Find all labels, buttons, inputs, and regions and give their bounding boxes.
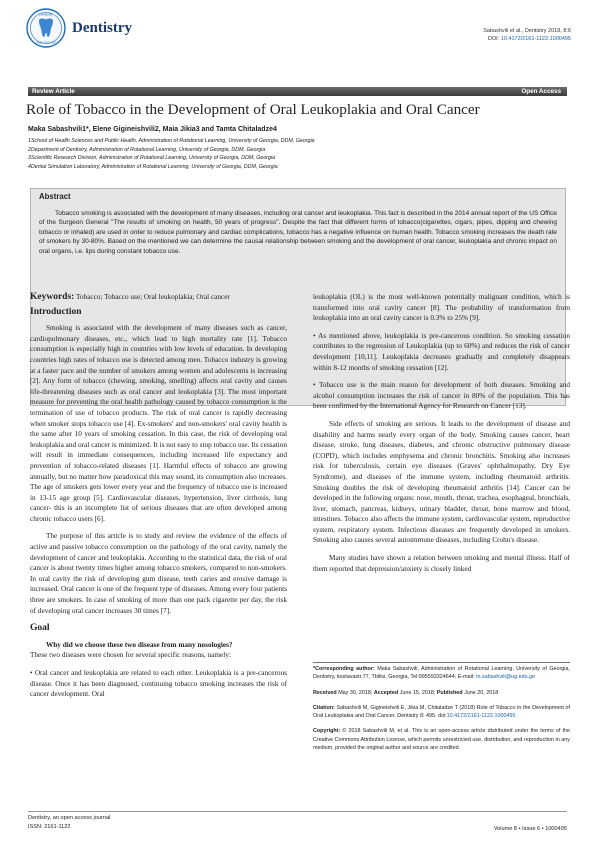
goal-question: Why did we choose these two disease from many nosologies? [46, 640, 233, 649]
right-paragraph-3: Many studies have shown a relation between smoking and mental illness. Half of them reported that depression/anxiety is closely linked [313, 554, 570, 573]
affiliation-4: 4Dental Simulation Laboratory, Administration of Rotational Learning, University of Georgia, DDM, Georgia [28, 164, 278, 171]
footer-journal-line: Dentistry, an open access journal [28, 815, 111, 821]
affiliation-3: 3Scientific Research Division, Administration of Rotational Learning, University of Georgia, DDM, Georgia [28, 155, 276, 162]
dates-note: Received May 30, 2018; Accepted June 15, 2018; Published June 20, 2018 [313, 689, 499, 696]
keywords-label: Keywords: [30, 292, 75, 302]
affiliation-1: 1School of Health Sciences and Public Health, Administration of Rotational Learning, University of Georgia, DDM, Georgia [28, 138, 315, 144]
intro-paragraph-2: The purpose of this article is to study and review the evidence of the effects of active and passive tobacco consumption on the pathology of the oral cavity, namely the development of cancer and leukoplakia. According to the statistical data, the risk of oral cancer is about twenty times higher among tobacco smokers, compared to non-smokers. In oral cavity the risk of developing gum disease, teeth caries and erosive damage is increased. Oral cancer is one of the frequent type of diseases. Among every four patients three are smokers. In case of smoking of more than one pack cigarette per day, the risk of developing oral cancer increases 30 times [7]. [30, 532, 287, 615]
article-type: Review Article [32, 88, 75, 95]
goal-bullet-3: • Tobacco use is the main reason for development of both diseases. Smoking and alcohol consumption increases the risk of cancer in 80% of the population. This has been confirmed by the International Agency for Research on Cancer [13]. [313, 381, 570, 411]
right-paragraph-2: Side effects of smoking are serious. It leads to the development of disease and disability and harms nearly every organ of the body. Smoking causes cancer, heart disease, stroke, lung diseases, diabetes, and chronic obstructive pulmonary disease (COPD), which includes emphysema and chronic bronchitis. Smoking also increases risk for tuberculosis, certain eye diseases (Graves' ophthalmopathy, Dry Eye Syndrome), and diseases of the immune system, including rheumatoid arthritis. Smoking doubles the risk of developing rheumatoid arthritis [14]. Cancer can be developed in the following organs: nose, mouth, throat, trachea, esophageal, bronchials, liver, stomach, pancreas, kidneys, urinary bladder, throat, bone marrow and blood, intestines. Tobacco also affects the immune system, cardiovascular system, reproductive system, respiratory system. Infectious diseases are frequently developed in smokers. Smoking also causes several autoimmune diseases, including Crohn's disease. [313, 419, 570, 545]
journal-logo [26, 8, 66, 48]
journal-name: Dentistry [72, 20, 132, 36]
left-column [30, 292, 287, 707]
svg-text:ISSN: 2161-1122: ISSN: 2161-1122 [36, 41, 56, 45]
citation-note: Citation: Sabashvili M, Gigineishvili E, Jikia M, Chitaladze T (2018) Role of Tobacco in the Development of Oral Leukoplakia and Oral Cancer. Dentistry 8: 495. doi:10.4172/2161-1122.1000495 [313, 704, 571, 720]
section-heading-introduction: Introduction [30, 306, 82, 317]
header-doi: DOI: 10.4172/2161-1122.1000495 [487, 36, 571, 42]
author-list: Maka Sabashvili1*, Elene Gigineishvili2, Maia Jikia3 and Tamta Chitaladze4 [28, 126, 277, 133]
footer-journal-info [28, 814, 110, 831]
open-access-label: Open Access [521, 88, 561, 95]
goal-bullet-1: • Oral cancer and leukoplakia are related to each other. Leukoplakia is a pre-cancerous disease. Once it has been diagnosed, continuing tobacco smoking increases the risk of cancer development. Oral [30, 669, 287, 699]
goal-paragraph: These two diseases were chosen for several specific reasons, namely: [30, 651, 231, 660]
keywords-text: Tobacco; Tobacco use; Oral leukoplakia; Oral cancer [76, 293, 230, 301]
header-citation-line: Sabashvili et al., Dentistry 2018, 8:6 [483, 28, 571, 34]
svg-text:Dentistry: Dentistry [39, 12, 53, 17]
abstract-text: Tobacco smoking is associated with the development of many diseases, including oral cancer and leukoplakia. This fact is described in the 2014 annual report of the US Office of the Surgeon General "The results of smoking on health, 50 years of progress". Despite the fact that different forms of tobacco(cigarettes, cigars, pipes, dipping and chewing tobacco or inhaled) are used in order to reduce pulmonary and cardiac complications, tobacco has a negative influence on human health. Tobacco smoking increases the death rate of smokers by 30-80%. Based on the mentioned we can determine the causal relationship between smoking and the development of oral cancer, leukoplakia and chronic impact on oral organs, i.e. lips during constant tobacco use. [39, 210, 557, 255]
article-title: Role of Tobacco in the Development of Oral Leukoplakia and Oral Cancer [26, 101, 480, 118]
footer-divider [28, 811, 567, 812]
article-type-band [28, 87, 567, 96]
footer-issn: ISSN: 2161-1122 [28, 823, 71, 830]
abstract-heading: Abstract [39, 192, 71, 201]
right-column [313, 292, 570, 581]
keywords [30, 292, 287, 303]
copyright-note: Copyright: © 2018 Sabashvili M, et al. This is an open-access article distributed under the terms of the Creative Commons Attribution License, which permits unrestricted use, distribution, and reproduction in any medium, provided the original author and source are credited. [313, 728, 571, 752]
corresponding-author-note: *Corresponding author: Maka Sabashvili, Administration of Rotational Learning, University of Georgia, Dentistry, kostavastr.77, Tbilisi, Georgia, Tel:995593324644; E-mail: m.sabashvili@ug.edu.ge [313, 666, 570, 681]
footer-volume: Volume 8 • Issue 6 • 1000495 [493, 826, 567, 832]
article-notes [313, 662, 570, 759]
header-citation [311, 27, 571, 43]
affiliation-2: 2Department of Dentistry, Administration of Rotational Learning, University of Georgia, DDM, Georgia [28, 146, 266, 153]
goal-bullet-2: • As mentioned above, leukoplakia is pre-cancerous condition. So smoking cessation contributes to the regression of Leukoplakia (up to 60%) and reduces the risk of cancer development [10,11]. Leukoplakia decreases gradually and completely disappears within 8-12 months of smoking cessation [12]. [313, 331, 570, 372]
email-link[interactable]: m.sabashvili@ug.edu.ge [476, 674, 536, 681]
affiliations [28, 137, 568, 172]
right-paragraph-1: leukoplakia (OL) is the most well-known potentially malignant condition, which is transformed into oral cavity cancer [8]. The probability of transformation from leukoplakia into an oral cavity cancer is 0.3% to 25% [9]. [313, 293, 570, 323]
intro-paragraph-1: Smoking is associated with the development of many diseases such as cancer, cardiopulmonary diseases, etc., which lead to high mortality rate [1]. Tobacco consumption is especially high in countries with low levels of education. In developing countries high rates of tobacco use is detected among men. Tobacco industry is growing at a faster pace and the number of smokers among women and adolescents is increasing [2]. Any form of tobacco (chewing, smoking, smelling) affects oral cavity and causes life-threatening diseases such as oral cancer and leukoplakia [3]. The most important measure for preventing the oral health pathology caused by tobacco consumption is the termination of use of tobacco products. The risk of oral cancer is rapidly decreasing when smoker stops tobacco use [4]. Ex-smokers' and non-smokers' oral cavity health is the same after 10 years of smoking cessation. In this case, the risk of developing oral leukoplakia and oral cancer is minimized. It is not easy to stop tobacco use. Its cessation will result in immediate consequences, including increased life expectancy and prevention of tobacco-related diseases [1]. Harmful effects of tobacco are growing annually, but no matter how paradoxical this may sound, its consumption also increases. The age of smokers gets lower every year and the frequency of tobacco use is increased in 13-15 age group [5]. Cardiovascular diseases, hypertension, liver cirrhosis, lung cancer- this is an incomplete list of serious diseases that are often developed among chronic tobacco users [6]. [30, 324, 287, 523]
doi-link[interactable]: 10.4172/2161-1122.1000495 [500, 36, 571, 42]
citation-doi-link[interactable]: 10.4172/2161-1122.1000495 [446, 713, 516, 720]
section-heading-goal: Goal [30, 623, 50, 634]
